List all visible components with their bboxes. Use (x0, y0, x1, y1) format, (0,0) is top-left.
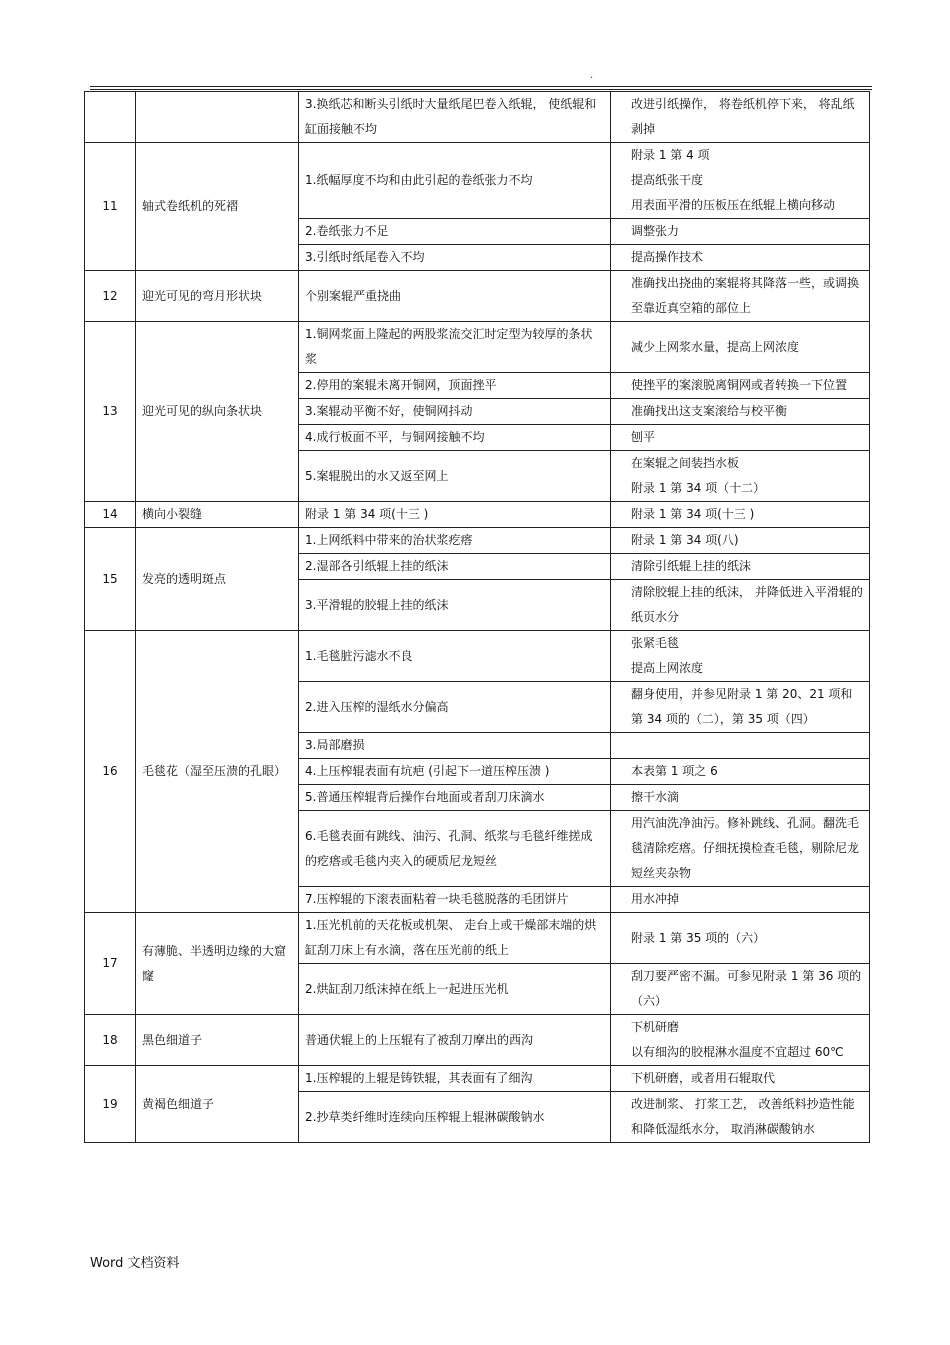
cause-text: 4.上压榨辊表面有坑疤 (引起下一道压榨压溃 ) (299, 759, 611, 785)
item-number: 18 (85, 1015, 136, 1066)
remedy-line: 用汽油洗净油污。修补跳线、孔洞。翻洗毛毯清除疙瘩。仔细抚摸检查毛毯，剔除尼龙短丝夹杂物 (631, 816, 860, 880)
remedy-cell (611, 785, 870, 811)
remedy-line: 附录 1 第 4 项 (631, 148, 710, 162)
table-row (85, 528, 870, 554)
remedy-line: 刮刀要严密不漏。可参见附录 1 第 36 项的（六） (631, 969, 862, 1008)
item-number: 13 (85, 322, 136, 502)
remedy-line: 在案辊之间装挡水板 (631, 456, 740, 470)
item-number: 16 (85, 631, 136, 913)
remedy-cell (611, 322, 870, 373)
item-number: 17 (85, 913, 136, 1015)
remedy-cell (611, 143, 870, 219)
remedy-cell (611, 219, 870, 245)
defect-name: 毛毯花（湿至压溃的孔眼） (136, 631, 299, 913)
remedy-line: 改进制浆、 打浆工艺， 改善纸料抄造性能和降低湿纸水分， 取消淋碳酸钠水 (631, 1097, 855, 1136)
remedy-line: 提高上网浓度 (631, 661, 704, 675)
remedy-cell (611, 887, 870, 913)
table-row (85, 143, 870, 219)
remedy-line: 以有细沟的胶棍淋水温度不宜超过 60℃ (631, 1045, 844, 1059)
remedy-line: 附录 1 第 34 项（十二） (631, 481, 766, 495)
remedy-cell (611, 451, 870, 502)
table-row (85, 271, 870, 322)
defect-name: 横向小裂缝 (136, 502, 299, 528)
cause-text: 2.卷纸张力不足 (299, 219, 611, 245)
cause-text: 1.压光机前的天花板或机架、 走台上或干燥部末端的烘缸刮刀床上有水滴，落在压光前的纸上 (299, 913, 611, 964)
remedy-cell (611, 245, 870, 271)
defect-name (136, 92, 299, 143)
remedy-line: 用表面平滑的压板压在纸辊上横向移动 (631, 198, 836, 212)
item-number (85, 92, 136, 143)
remedy-line: 提高纸张干度 (631, 173, 704, 187)
remedy-line: 下机研磨，或者用石辊取代 (631, 1071, 776, 1085)
remedy-cell (611, 1066, 870, 1092)
remedy-line: 准确找出这支案滚给与校平衡 (631, 404, 788, 418)
defect-name: 轴式卷纸机的死褶 (136, 143, 299, 271)
remedy-line: 附录 1 第 34 项(八) (631, 533, 739, 547)
remedy-line: 用水冲掉 (631, 892, 680, 906)
defects-table (84, 91, 870, 1143)
remedy-cell (611, 271, 870, 322)
cause-text: 普通伏辊上的上压辊有了被刮刀摩出的西沟 (299, 1015, 611, 1066)
item-number: 12 (85, 271, 136, 322)
table-row (85, 631, 870, 682)
table-row (85, 1015, 870, 1066)
table-row (85, 502, 870, 528)
cause-text: 1.铜网浆面上隆起的两股浆流交汇时定型为较厚的条状浆 (299, 322, 611, 373)
cause-text: 1.纸幅厚度不均和由此引起的卷纸张力不均 (299, 143, 611, 219)
cause-text: 2.湿部各引纸辊上挂的纸沫 (299, 554, 611, 580)
remedy-cell (611, 425, 870, 451)
remedy-line: 刨平 (631, 430, 656, 444)
remedy-cell (611, 964, 870, 1015)
remedy-line: 本表第 1 项之 6 (631, 764, 718, 778)
remedy-line: 准确找出挠曲的案辊将其降落一些，或调换至靠近真空箱的部位上 (631, 276, 860, 315)
remedy-line: 张紧毛毯 (631, 636, 680, 650)
cause-text: 个别案辊严重挠曲 (299, 271, 611, 322)
remedy-cell (611, 502, 870, 528)
cause-text: 7.压榨辊的下滚表面粘着一块毛毯脱落的毛团饼片 (299, 887, 611, 913)
cause-text: 3.案辊动平衡不好，使铜网抖动 (299, 399, 611, 425)
cause-text: 5.案辊脱出的水又返至网上 (299, 451, 611, 502)
remedy-cell (611, 399, 870, 425)
header-rule (90, 89, 872, 90)
remedy-line: 擦干水滴 (631, 790, 680, 804)
footer-label: Word 文档资料 (90, 1256, 180, 1271)
defect-name: 黑色细道子 (136, 1015, 299, 1066)
remedy-line: 翻身使用，并参见附录 1 第 20、21 项和第 34 项的（二），第 35 项（四） (631, 687, 853, 726)
cause-text: 2.烘缸刮刀纸沫掉在纸上一起进压光机 (299, 964, 611, 1015)
remedy-cell (611, 92, 870, 143)
cause-text: 3.平滑辊的胶辊上挂的纸沫 (299, 580, 611, 631)
defect-name: 黄褐色细道子 (136, 1066, 299, 1143)
item-number: 19 (85, 1066, 136, 1143)
cause-text: 6.毛毯表面有跳线、油污、孔洞、纸浆与毛毯纤维搓成的疙瘩或毛毯内夹入的硬质尼龙短丝 (299, 811, 611, 887)
item-number: 11 (85, 143, 136, 271)
defect-name: 发亮的透明斑点 (136, 528, 299, 631)
cause-text: 1.压榨辊的上辊是铸铁辊，其表面有了细沟 (299, 1066, 611, 1092)
item-number: 15 (85, 528, 136, 631)
remedy-line: 提高操作技术 (631, 250, 704, 264)
remedy-cell (611, 913, 870, 964)
remedy-cell (611, 682, 870, 733)
cause-text: 3.引纸时纸尾卷入不均 (299, 245, 611, 271)
remedy-cell (611, 580, 870, 631)
header-rule (90, 86, 872, 87)
remedy-cell (611, 733, 870, 759)
cause-text: 3.换纸芯和断头引纸时大量纸尾巴卷入纸辊， 使纸辊和缸面接触不均 (299, 92, 611, 143)
remedy-cell (611, 554, 870, 580)
defect-name: 迎光可见的弯月形状块 (136, 271, 299, 322)
remedy-line: 减少上网浆水量，提高上网浓度 (631, 339, 800, 354)
remedy-cell (611, 373, 870, 399)
remedy-cell (611, 811, 870, 887)
table-row (85, 913, 870, 964)
cause-text: 5.普通压榨辊背后操作台地面或者刮刀床滴水 (299, 785, 611, 811)
header-dot: . (590, 70, 594, 81)
remedy-line: 下机研磨 (631, 1020, 680, 1034)
remedy-line: 清除引纸辊上挂的纸沫 (631, 559, 752, 573)
item-number: 14 (85, 502, 136, 528)
remedy-line: 附录 1 第 34 项(十三 ) (631, 507, 755, 521)
remedy-line (617, 733, 863, 758)
cause-text: 2.停用的案辊未离开铜网，顶面挫平 (299, 373, 611, 399)
remedy-cell (611, 631, 870, 682)
remedy-cell (611, 759, 870, 785)
cause-text: 2.抄草类纤维时连续向压榨辊上辊淋碳酸钠水 (299, 1092, 611, 1143)
remedy-line: 附录 1 第 35 项的（六） (631, 930, 766, 945)
cause-text: 2.进入压榨的湿纸水分偏高 (299, 682, 611, 733)
remedy-cell (611, 1015, 870, 1066)
remedy-cell (611, 1092, 870, 1143)
cause-text: 附录 1 第 34 项(十三 ) (299, 502, 611, 528)
remedy-line: 使挫平的案滚脱离铜网或者转换一下位置 (631, 378, 848, 392)
cause-text: 1.毛毯脏污滤水不良 (299, 631, 611, 682)
remedy-line: 改进引纸操作， 将卷纸机停下来， 将乱纸剥掉 (631, 97, 855, 136)
defect-name: 有薄脆、半透明边缘的大窟窿 (136, 913, 299, 1015)
table-row (85, 92, 870, 143)
cause-text: 4.成行板面不平，与铜网接触不均 (299, 425, 611, 451)
cause-text: 1.上网纸料中带来的治状浆疙瘩 (299, 528, 611, 554)
remedy-cell (611, 528, 870, 554)
defect-name: 迎光可见的纵向条状块 (136, 322, 299, 502)
table-row (85, 322, 870, 373)
remedy-line: 调整张力 (631, 224, 680, 238)
table-row (85, 1066, 870, 1092)
remedy-line: 清除胶辊上挂的纸沫， 并降低进入平滑辊的纸页水分 (631, 585, 863, 624)
cause-text: 3.局部磨损 (299, 733, 611, 759)
